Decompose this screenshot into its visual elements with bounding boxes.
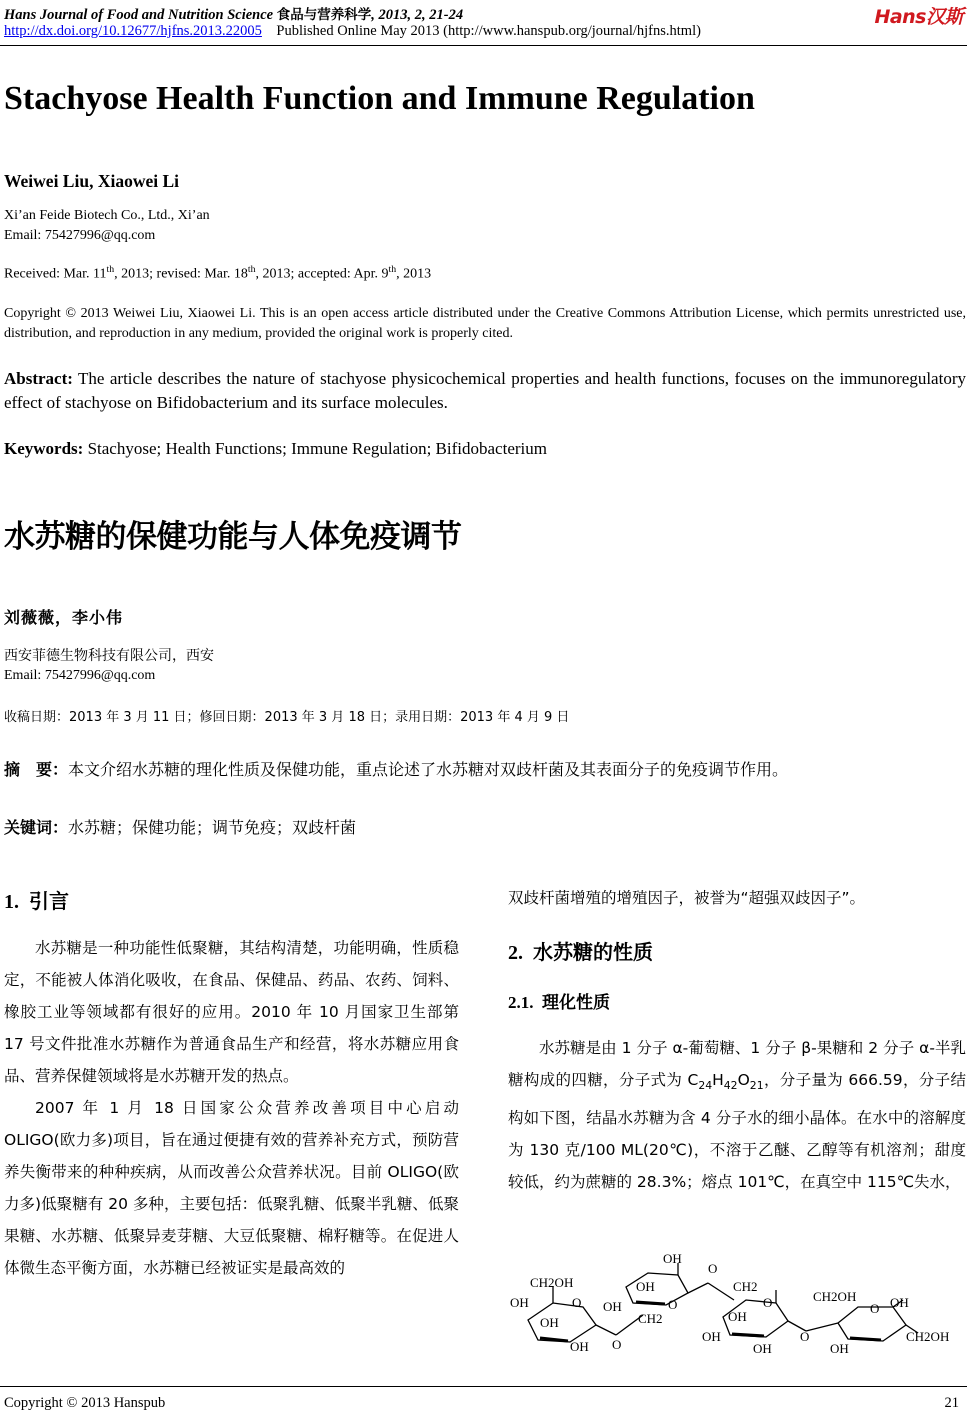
stachyose-structure-diagram — [508, 1245, 966, 1375]
abstract-cn-label: 摘 要： — [4, 760, 69, 779]
label-oh-2: OH — [540, 1315, 559, 1330]
footer-copyright: Copyright © 2013 Hanspub — [4, 1395, 166, 1411]
authors-cn: 刘薇薇，李小伟 — [4, 608, 124, 627]
ring-bonds — [528, 1263, 918, 1342]
header-divider — [0, 45, 967, 46]
label-o-4: O — [708, 1261, 718, 1276]
label-ch2oh-1: CH2OH — [530, 1275, 574, 1290]
label-ch2oh-2: CH2OH — [813, 1289, 857, 1304]
label-ch2-1: CH2 — [638, 1311, 663, 1326]
label-oh-1: OH — [510, 1295, 529, 1310]
label-oh-9: OH — [753, 1341, 772, 1356]
journal-name: Hans Journal of Food and Nutrition Science — [4, 7, 274, 23]
paragraph-intro-2: 2007 年 1 月 18 日国家公众营养改善项目中心启动 OLIGO(欧力多)项目，旨在通过便捷有效的营养补充方式，预防营养失衡带来的种种疾病，从而改善公众营养状况。目前 OLIGO(欧力多)低聚糖有 20 多种，主要包括：低聚乳糖、低聚半乳糖、低聚果糖、水苏糖、低聚异麦芽糖、大豆低聚糖、棉籽糖等。在促进人体微生态平衡方面，水苏糖已经被证实是最高效的 — [4, 1099, 459, 1277]
label-oh-11: OH — [830, 1341, 849, 1356]
abstract-label: Abstract: — [4, 369, 73, 388]
section-2-1-heading: 2.1. 理化性质 — [508, 993, 610, 1013]
label-o-6: O — [800, 1329, 810, 1344]
label-oh-4: OH — [603, 1299, 622, 1314]
page-number: 21 — [944, 1395, 959, 1411]
keywords-cn — [4, 815, 356, 838]
label-oh-7: OH — [728, 1309, 747, 1324]
label-oh-8: OH — [702, 1329, 721, 1344]
abstract-en — [4, 367, 966, 415]
label-o-2: O — [612, 1337, 622, 1352]
paper-title-cn: 水苏糖的保健功能与人体免疫调节 — [4, 519, 462, 555]
label-ch2-2: CH2 — [733, 1279, 758, 1294]
authors-en: Weiwei Liu, Xiaowei Li — [4, 171, 179, 191]
keywords-en — [4, 439, 547, 459]
ring-galactose-1 — [528, 1303, 596, 1342]
dates-en: Received: Mar. 11th, 2013; revised: Mar. 18th, 2013; accepted: Apr. 9th, 2013 — [4, 264, 432, 282]
keywords-text: Stachyose; Health Functions; Immune Regulation; Bifidobacterium — [83, 439, 547, 458]
copyright-notice: Copyright © 2013 Weiwei Liu, Xiaowei Li. This is an open access article distributed under the Creative Commons Attribution License, which permits unrestricted use, distribution, and reproduction in any medium, provided the original work is properly cited. — [4, 306, 966, 341]
hans-logo: Hans汉斯 — [874, 6, 963, 28]
label-oh-5: OH — [636, 1279, 655, 1294]
section-1-heading: 1. 引言 — [4, 889, 69, 913]
published-info: Published Online May 2013 (http://www.hanspub.org/journal/hjfns.html) — [276, 23, 701, 39]
paper-title-en: Stachyose Health Function and Immune Regulation — [4, 80, 755, 117]
footer-divider — [0, 1386, 967, 1387]
label-o-1: O — [572, 1295, 582, 1310]
paragraph-intro-1: 水苏糖是一种功能性低聚糖，其结构清楚，功能明确，性质稳定，不能被人体消化吸收，在食品、保健品、药品、农药、饲料、橡胶工业等领域都有很好的应用。2010 年 10 月国家卫生部第 17 号文件批准水苏糖作为普通食品生产和经营，将水苏糖应用食品、营养保健领域将是水苏糖开发的热点。 — [4, 939, 459, 1085]
label-oh-10: OH — [890, 1295, 909, 1310]
section-2-heading: 2. 水苏糖的性质 — [508, 940, 653, 964]
dates-cn: 收稿日期：2013 年 3 月 11 日；修回日期：2013 年 3 月 18 日；录用日期：2013 年 4 月 9 日 — [4, 710, 570, 725]
label-o-3: O — [668, 1297, 678, 1312]
abstract-cn-text: 本文介绍水苏糖的理化性质及保健功能，重点论述了水苏糖对双歧杆菌及其表面分子的免疫调节作用。 — [68, 760, 789, 779]
right-column — [508, 1032, 966, 1198]
abstract-text: The article describes the nature of stachyose physicochemical properties and health functions, focuses on the immunoregulatory effect of stachyose on Bifidobacterium and its surface molecules. — [4, 369, 966, 412]
paragraph-intro-2-continued: 双歧杆菌增殖的增殖因子，被誉为“超强双歧因子”。 — [508, 889, 866, 907]
affiliation-cn — [4, 646, 214, 686]
label-o-5: O — [763, 1295, 773, 1310]
keywords-cn-label: 关键词： — [4, 818, 69, 837]
label-ch2oh-3: CH2OH — [906, 1329, 950, 1344]
left-column — [4, 932, 459, 1284]
journal-name-cn: 食品与营养科学 — [276, 7, 372, 23]
paragraph-properties: 水苏糖是由 1 分子 α-葡萄糖、1 分子 β-果糖和 2 分子 α-半乳糖构成的四糖，分子式为 $C_{24}H_{42}O_{21}$，分子量为 666.59，分子结构如下图，结晶水苏糖为含 4 分子水的细小晶体。在水中的溶解度为 130 克/100 ML(20℃)，不溶于乙醚、乙醇等有机溶剂；甜度较低，约为蔗糖的 28.3%；熔点 101℃，在真空中 115℃失水， — [508, 1039, 966, 1192]
affiliation-text: Xi’an Feide Biotech Co., Ltd., Xi’an — [4, 208, 210, 223]
doi-line — [4, 23, 701, 40]
doi-link[interactable]: http://dx.doi.org/10.12677/hjfns.2013.22005 — [4, 23, 262, 39]
keywords-cn-text: 水苏糖；保健功能；调节免疫；双歧杆菌 — [68, 818, 357, 837]
email-en: Email: 75427996@qq.com — [4, 228, 156, 243]
journal-header — [4, 3, 463, 24]
label-oh-6: OH — [663, 1251, 682, 1266]
abstract-cn — [4, 757, 966, 780]
affiliation-cn-text: 西安菲德生物科技有限公司，西安 — [4, 648, 214, 664]
email-cn: Email: 75427996@qq.com — [4, 668, 156, 683]
label-oh-3: OH — [570, 1339, 589, 1354]
affiliation-en — [4, 206, 210, 246]
keywords-label: Keywords: — [4, 439, 84, 458]
journal-citation: , 2013, 2, 21-24 — [371, 7, 464, 23]
label-o-7: O — [870, 1301, 880, 1316]
